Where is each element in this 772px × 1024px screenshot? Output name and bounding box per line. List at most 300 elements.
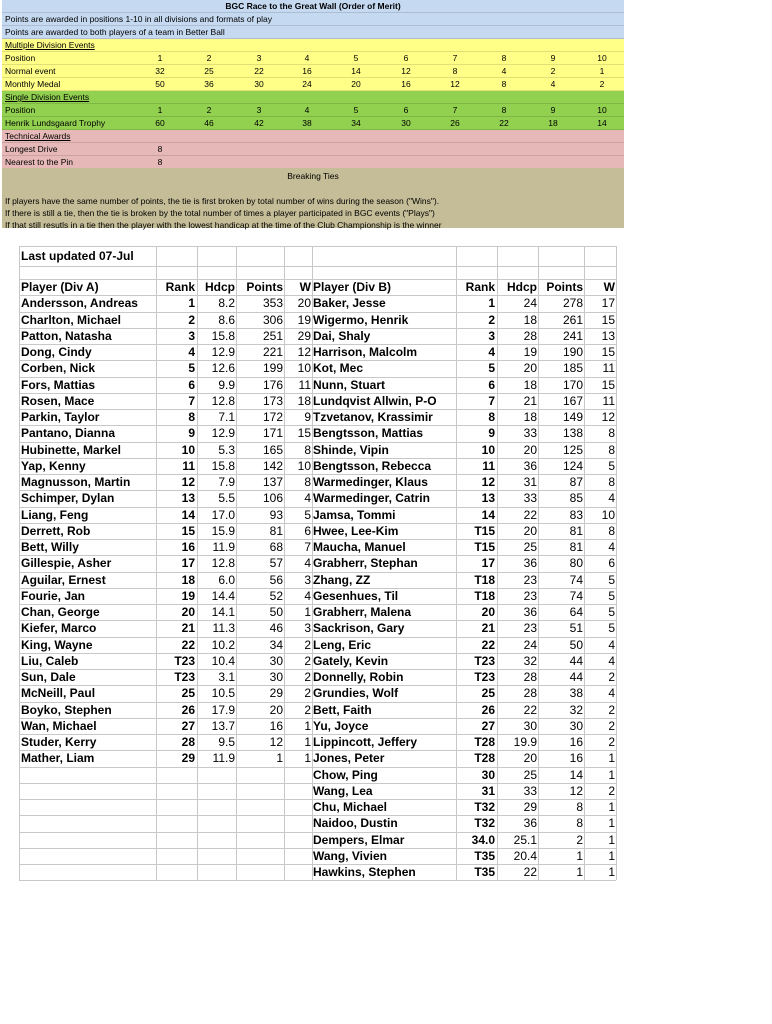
div-a-wins: 1 xyxy=(304,605,311,619)
div-b-rank: 14 xyxy=(481,507,495,522)
multiple-division-value: 2 xyxy=(599,79,605,89)
div-a-player: Rosen, Mace xyxy=(21,393,95,408)
div-b-rank: 26 xyxy=(481,702,495,717)
grid-line xyxy=(19,458,616,459)
div-a-points: 172 xyxy=(262,410,283,424)
last-updated: Last updated 07-Jul xyxy=(21,249,134,263)
div-b-rank: 12 xyxy=(481,475,495,489)
multiple-division-row xyxy=(2,78,624,91)
div-b-points: 149 xyxy=(562,410,583,424)
div-a-hdcp: 10.5 xyxy=(211,686,235,701)
div-b-hdcp: 23 xyxy=(523,572,537,587)
div-a-player: Patton, Natasha xyxy=(21,328,112,343)
div-b-rank: 21 xyxy=(481,621,495,636)
div-b-header-player: Player (Div B) xyxy=(313,280,392,294)
div-b-hdcp: 25 xyxy=(523,540,537,554)
div-b-wins: 1 xyxy=(608,832,615,847)
div-b-points: 30 xyxy=(569,718,583,733)
div-b-rank: 31 xyxy=(481,783,495,798)
grid-line xyxy=(19,442,616,443)
div-b-wins: 2 xyxy=(608,735,615,749)
div-b-player: Shinde, Vipin xyxy=(313,442,389,457)
grid-line xyxy=(197,246,198,880)
div-b-points: 125 xyxy=(562,442,583,457)
grid-line xyxy=(19,572,616,573)
div-b-wins: 5 xyxy=(608,458,615,473)
div-b-hdcp: 24 xyxy=(523,637,537,652)
div-a-rank: 16 xyxy=(181,540,195,554)
div-a-wins: 4 xyxy=(304,491,311,506)
div-a-wins: 3 xyxy=(304,572,311,587)
div-b-player: Yu, Joyce xyxy=(313,718,369,733)
technical-award-label: Longest Drive xyxy=(5,144,58,154)
grid-line xyxy=(19,393,616,394)
multiple-division-value: 10 xyxy=(597,53,607,63)
div-b-player: Bengtsson, Mattias xyxy=(313,426,424,441)
single-division-label: Henrik Lundsgaard Trophy xyxy=(5,118,106,128)
technical-award-value: 8 xyxy=(157,144,163,154)
single-division-value: 34 xyxy=(351,118,361,128)
div-a-hdcp: 5.3 xyxy=(218,442,235,457)
div-b-rank: 25 xyxy=(481,686,495,701)
div-a-header-points: Points xyxy=(246,280,283,294)
div-a-points: 106 xyxy=(262,491,283,506)
div-b-hdcp: 33 xyxy=(523,783,537,798)
div-b-header-rank: Rank xyxy=(465,280,495,294)
div-b-player: Nunn, Stuart xyxy=(313,377,385,392)
div-b-hdcp: 31 xyxy=(523,475,537,489)
div-a-player: Pantano, Dianna xyxy=(21,426,116,441)
div-a-points: 56 xyxy=(269,572,283,587)
technical-award-row xyxy=(2,143,624,156)
div-b-player: Bengtsson, Rebecca xyxy=(313,458,432,473)
single-division-value: 30 xyxy=(401,118,411,128)
div-a-wins: 7 xyxy=(304,540,311,554)
div-b-hdcp: 22 xyxy=(523,702,537,717)
div-b-wins: 8 xyxy=(608,475,615,489)
div-b-rank: T15 xyxy=(474,523,495,538)
div-a-wins: 18 xyxy=(297,393,311,408)
div-a-hdcp: 11.3 xyxy=(212,621,235,636)
div-a-rank: 26 xyxy=(181,702,195,717)
div-a-wins: 15 xyxy=(297,426,311,441)
div-a-hdcp: 5.5 xyxy=(218,491,235,506)
div-b-points: 190 xyxy=(562,345,583,359)
grid-line xyxy=(236,246,237,880)
div-a-points: 29 xyxy=(269,686,283,701)
div-a-player: Charlton, Michael xyxy=(21,312,122,327)
multiple-division-value: 5 xyxy=(353,53,359,63)
div-a-points: 34 xyxy=(269,637,283,652)
grid-line xyxy=(19,734,616,735)
div-b-wins: 11 xyxy=(602,361,615,376)
single-division-value: 2 xyxy=(206,105,212,115)
div-b-player: Warmedinger, Klaus xyxy=(313,475,428,489)
multiple-division-row xyxy=(2,52,624,65)
div-b-header-points: Points xyxy=(546,280,583,294)
div-b-wins: 4 xyxy=(608,637,615,652)
div-a-player: Hubinette, Markel xyxy=(21,442,122,457)
div-b-player: Lundqvist Allwin, P-O xyxy=(313,393,437,408)
div-a-hdcp: 15.8 xyxy=(211,328,235,343)
div-a-rank: 3 xyxy=(188,328,195,343)
div-a-wins: 4 xyxy=(304,556,311,571)
div-a-wins: 19 xyxy=(297,312,311,327)
div-b-points: 38 xyxy=(569,686,583,701)
div-b-wins: 2 xyxy=(608,670,615,684)
grid-line xyxy=(156,246,157,880)
div-a-points: 1 xyxy=(276,751,283,766)
div-b-hdcp: 23 xyxy=(523,588,537,603)
div-a-rank: 8 xyxy=(188,410,195,424)
div-b-wins: 5 xyxy=(608,588,615,603)
div-a-hdcp: 15.9 xyxy=(211,523,235,538)
div-a-rank: 28 xyxy=(181,735,195,749)
div-b-rank: 4 xyxy=(488,345,495,359)
multiple-division-value: 8 xyxy=(452,66,458,76)
div-b-player: Sackrison, Gary xyxy=(313,621,405,636)
div-b-player: Naidoo, Dustin xyxy=(313,816,398,831)
div-a-hdcp: 8.2 xyxy=(218,296,235,311)
div-a-wins: 2 xyxy=(304,686,311,701)
div-b-hdcp: 20 xyxy=(523,442,537,457)
div-b-rank: T32 xyxy=(474,800,495,814)
div-b-hdcp: 20 xyxy=(523,523,537,538)
div-a-hdcp: 12.9 xyxy=(211,345,235,359)
div-a-hdcp: 17.9 xyxy=(211,702,235,717)
div-a-header-player: Player (Div A) xyxy=(21,280,99,294)
single-division-heading: Single Division Events xyxy=(5,92,90,102)
single-division-row xyxy=(2,117,624,130)
div-a-hdcp: 12.9 xyxy=(211,426,235,441)
div-a-rank: 1 xyxy=(188,296,195,311)
single-division-value: 4 xyxy=(304,105,310,115)
grid-line xyxy=(456,246,457,880)
div-a-wins: 9 xyxy=(304,410,311,424)
div-a-hdcp: 12.6 xyxy=(211,361,235,376)
div-a-points: 142 xyxy=(262,458,283,473)
div-b-player: Gately, Kevin xyxy=(313,653,389,668)
multiple-division-value: 3 xyxy=(256,53,262,63)
div-b-hdcp: 29 xyxy=(523,800,537,814)
div-b-points: 81 xyxy=(569,540,583,554)
multiple-division-label: Normal event xyxy=(5,66,56,76)
div-b-points: 167 xyxy=(562,393,583,408)
div-b-rank: 8 xyxy=(488,410,495,424)
div-b-player: Hwee, Lee-Kim xyxy=(313,523,399,538)
div-a-wins: 6 xyxy=(304,523,311,538)
div-b-points: 44 xyxy=(569,653,583,668)
div-b-hdcp: 32 xyxy=(523,653,537,668)
div-b-hdcp: 21 xyxy=(523,393,537,408)
div-b-player: Lippincott, Jeffery xyxy=(313,735,418,749)
grid-line xyxy=(616,246,617,880)
div-b-rank: T23 xyxy=(474,670,495,684)
grid-line xyxy=(19,783,616,784)
div-b-wins: 15 xyxy=(601,312,615,327)
multiple-division-value: 1 xyxy=(157,53,163,63)
div-a-rank: 19 xyxy=(181,588,195,603)
div-b-hdcp: 28 xyxy=(523,686,537,701)
div-b-rank: T28 xyxy=(474,751,495,766)
div-a-rank: T23 xyxy=(174,653,195,668)
div-a-wins: 1 xyxy=(304,735,311,749)
div-b-hdcp: 25 xyxy=(523,767,537,782)
div-b-points: 138 xyxy=(562,426,583,441)
grid-line xyxy=(19,539,616,540)
grid-line xyxy=(19,799,616,800)
div-b-wins: 15 xyxy=(601,377,615,392)
single-division-value: 6 xyxy=(403,105,409,115)
div-b-player: Hawkins, Stephen xyxy=(313,865,416,879)
multiple-division-value: 8 xyxy=(501,79,507,89)
div-b-player: Bett, Faith xyxy=(313,702,372,717)
single-division-value: 60 xyxy=(155,118,165,128)
div-a-player: Yap, Kenny xyxy=(21,458,86,473)
div-a-hdcp: 6.0 xyxy=(218,572,235,587)
div-a-rank: 7 xyxy=(188,393,195,408)
div-b-rank: T35 xyxy=(474,865,495,879)
div-a-rank: 29 xyxy=(181,751,195,766)
multiple-division-value: 16 xyxy=(302,66,312,76)
div-b-rank: 13 xyxy=(481,491,495,506)
div-b-player: Harrison, Malcolm xyxy=(313,345,418,359)
div-b-wins: 1 xyxy=(608,767,615,782)
div-a-rank: 9 xyxy=(188,426,195,441)
div-b-rank: T23 xyxy=(474,653,495,668)
grid-line xyxy=(19,425,616,426)
div-a-hdcp: 9.9 xyxy=(218,377,235,392)
div-b-points: 44 xyxy=(569,670,583,684)
div-a-wins: 10 xyxy=(297,361,311,376)
div-b-rank: 5 xyxy=(488,361,495,376)
grid-line xyxy=(19,377,616,378)
div-b-points: 1 xyxy=(576,865,583,879)
multiple-division-value: 22 xyxy=(254,66,264,76)
single-division-value: 1 xyxy=(157,105,163,115)
div-b-rank: 2 xyxy=(488,312,495,327)
div-b-wins: 2 xyxy=(608,718,615,733)
div-b-rank: 30 xyxy=(481,767,495,782)
div-a-player: Studer, Kerry xyxy=(21,735,97,749)
multiple-division-value: 25 xyxy=(204,66,214,76)
multiple-division-value: 7 xyxy=(452,53,458,63)
div-a-points: 30 xyxy=(269,653,283,668)
div-b-hdcp: 33 xyxy=(523,491,537,506)
div-b-points: 74 xyxy=(569,572,583,587)
div-a-player: Corben, Nick xyxy=(21,361,96,376)
div-b-player: Wigermo, Henrik xyxy=(313,312,409,327)
div-b-points: 124 xyxy=(562,458,583,473)
div-b-hdcp: 36 xyxy=(523,458,537,473)
div-b-player: Grundies, Wolf xyxy=(313,686,399,701)
div-b-rank: 3 xyxy=(488,328,495,343)
multiple-division-value: 8 xyxy=(501,53,507,63)
div-b-points: 83 xyxy=(569,507,583,522)
div-a-wins: 10 xyxy=(297,458,311,473)
div-b-wins: 12 xyxy=(601,410,615,424)
multiple-division-value: 24 xyxy=(302,79,312,89)
div-b-hdcp: 19 xyxy=(523,345,537,359)
div-b-wins: 10 xyxy=(601,507,615,522)
div-b-rank: 10 xyxy=(481,442,495,457)
single-division-value: 7 xyxy=(452,105,458,115)
single-division-value: 9 xyxy=(550,105,556,115)
single-division-value: 22 xyxy=(499,118,509,128)
div-b-hdcp: 36 xyxy=(523,605,537,619)
div-a-wins: 3 xyxy=(304,621,311,636)
grid-line xyxy=(19,685,616,686)
div-a-rank: 22 xyxy=(181,637,195,652)
multiple-division-value: 16 xyxy=(401,79,411,89)
div-b-wins: 1 xyxy=(608,816,615,831)
div-b-points: 8 xyxy=(576,800,583,814)
div-b-rank: T32 xyxy=(474,816,495,831)
div-a-player: Bett, Willy xyxy=(21,540,79,554)
multiple-division-value: 32 xyxy=(155,66,165,76)
grid-line xyxy=(19,637,616,638)
div-b-header-wins: W xyxy=(603,280,615,294)
div-a-points: 20 xyxy=(269,702,283,717)
div-a-wins: 1 xyxy=(304,718,311,733)
grid-line xyxy=(19,266,616,267)
grid-line xyxy=(19,555,616,556)
grid-line xyxy=(312,246,313,880)
div-b-rank: 11 xyxy=(482,458,495,473)
single-division-value: 14 xyxy=(597,118,607,128)
div-b-points: 14 xyxy=(569,767,583,782)
div-b-player: Dai, Shaly xyxy=(313,328,371,343)
div-a-header-wins: W xyxy=(299,280,311,294)
div-b-wins: 8 xyxy=(608,426,615,441)
div-b-rank: 9 xyxy=(488,426,495,441)
div-a-rank: 21 xyxy=(181,621,195,636)
div-a-player: Fors, Mattias xyxy=(21,377,96,392)
div-a-hdcp: 12.8 xyxy=(211,393,235,408)
div-b-player: Grabherr, Stephan xyxy=(313,556,418,571)
grid-line xyxy=(19,246,20,880)
div-b-player: Dempers, Elmar xyxy=(313,832,405,847)
single-division-value: 18 xyxy=(548,118,558,128)
div-a-rank: 11 xyxy=(182,458,195,473)
grid-line xyxy=(19,848,616,849)
div-b-wins: 4 xyxy=(608,686,615,701)
div-b-wins: 17 xyxy=(601,296,615,311)
div-b-player: Zhang, ZZ xyxy=(313,572,371,587)
multiple-division-value: 36 xyxy=(204,79,214,89)
div-b-points: 87 xyxy=(569,475,583,489)
div-a-wins: 11 xyxy=(298,377,311,392)
div-b-wins: 6 xyxy=(608,556,615,571)
grid-line xyxy=(19,588,616,589)
div-b-player: Tzvetanov, Krassimir xyxy=(313,410,433,424)
grid-line xyxy=(19,669,616,670)
grid-line xyxy=(19,295,616,296)
div-a-player: Dong, Cindy xyxy=(21,345,92,359)
div-b-rank: T18 xyxy=(474,572,495,587)
div-b-player: Grabherr, Malena xyxy=(313,605,412,619)
div-b-points: 12 xyxy=(569,783,583,798)
multiple-division-value: 50 xyxy=(155,79,165,89)
multiple-division-value: 2 xyxy=(206,53,212,63)
div-b-rank: 1 xyxy=(488,296,495,311)
div-b-points: 32 xyxy=(569,702,583,717)
div-b-points: 81 xyxy=(569,523,583,538)
grid-line xyxy=(584,246,585,880)
div-a-points: 50 xyxy=(269,605,283,619)
div-a-hdcp: 7.1 xyxy=(218,410,235,424)
technical-award-value: 8 xyxy=(157,157,163,167)
div-a-hdcp: 10.4 xyxy=(211,653,235,668)
breaking-ties-section xyxy=(2,168,624,228)
div-b-player: Jamsa, Tommi xyxy=(313,507,396,522)
grid-line xyxy=(19,507,616,508)
grid-line xyxy=(19,815,616,816)
div-b-wins: 1 xyxy=(608,848,615,863)
div-a-points: 52 xyxy=(269,588,283,603)
div-a-player: Andersson, Andreas xyxy=(21,296,138,311)
div-a-player: Gillespie, Asher xyxy=(21,556,112,571)
div-a-points: 16 xyxy=(269,718,283,733)
grid-line xyxy=(19,718,616,719)
div-a-hdcp: 3.1 xyxy=(218,670,235,684)
div-b-rank: 34.0 xyxy=(471,832,495,847)
div-a-header-rank: Rank xyxy=(165,280,195,294)
grid-line xyxy=(19,279,616,280)
div-b-wins: 5 xyxy=(608,572,615,587)
div-a-player: Chan, George xyxy=(21,605,100,619)
div-a-wins: 2 xyxy=(304,653,311,668)
div-a-player: Liang, Feng xyxy=(21,507,89,522)
div-a-hdcp: 13.7 xyxy=(211,718,235,733)
single-division-value: 8 xyxy=(501,105,507,115)
tie-rule: If that still resutls in a tie then the player with the lowest handicap at the time of the Club Championship is the winner xyxy=(5,220,442,230)
grid-line xyxy=(19,604,616,605)
div-b-hdcp: 28 xyxy=(523,670,537,684)
div-a-points: 221 xyxy=(262,345,283,359)
div-b-rank: 20 xyxy=(481,605,495,619)
div-b-player: Baker, Jesse xyxy=(313,296,386,311)
div-b-player: Wang, Vivien xyxy=(313,848,388,863)
div-a-hdcp: 10.2 xyxy=(211,637,235,652)
div-b-points: 64 xyxy=(569,605,583,619)
div-b-wins: 2 xyxy=(608,783,615,798)
div-b-points: 261 xyxy=(562,312,583,327)
div-b-points: 50 xyxy=(569,637,583,652)
div-a-rank: 2 xyxy=(188,312,195,327)
multiple-division-row xyxy=(2,65,624,78)
div-a-wins: 4 xyxy=(304,588,311,603)
div-a-points: 46 xyxy=(269,621,283,636)
multiple-division-value: 20 xyxy=(351,79,361,89)
grid-line xyxy=(19,750,616,751)
div-a-wins: 8 xyxy=(304,442,311,457)
div-b-hdcp: 25.1 xyxy=(513,832,537,847)
div-a-points: 251 xyxy=(262,328,283,343)
grid-line xyxy=(284,246,285,880)
div-b-points: 16 xyxy=(569,735,583,749)
div-a-player: Kiefer, Marco xyxy=(21,621,97,636)
div-a-points: 176 xyxy=(262,377,283,392)
div-a-rank: 13 xyxy=(181,491,195,506)
div-b-player: Wang, Lea xyxy=(313,783,373,798)
div-a-hdcp: 12.8 xyxy=(211,556,235,571)
div-b-rank: T18 xyxy=(474,588,495,603)
div-a-points: 165 xyxy=(262,442,283,457)
div-b-rank: 7 xyxy=(488,393,495,408)
div-a-points: 199 xyxy=(262,361,283,376)
grid-line xyxy=(19,864,616,865)
